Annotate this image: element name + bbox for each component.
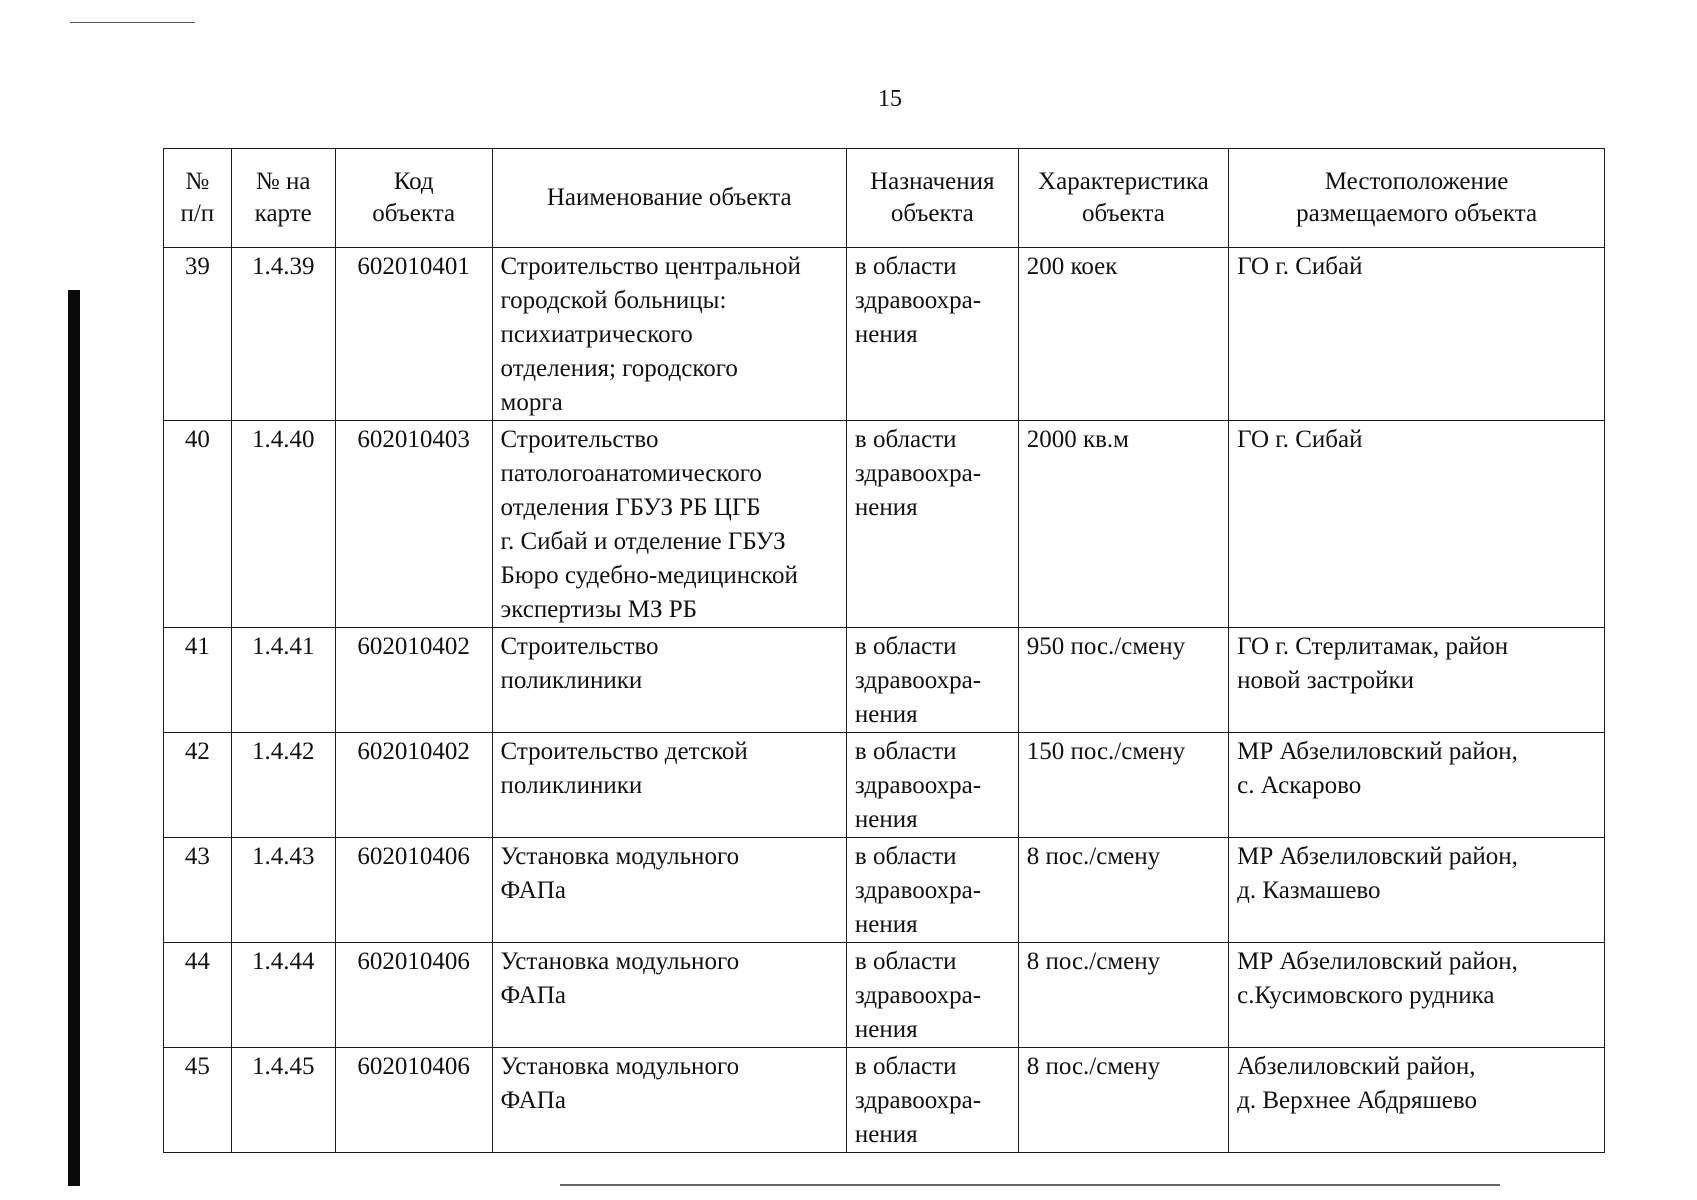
cell-object-name: Установка модульного ФАПа (492, 943, 846, 1048)
cell-object-purpose: в области здравоохра- нения (846, 628, 1018, 733)
cell-object-code: 602010403 (335, 421, 492, 628)
header-object-characteristic: Характеристика объекта (1018, 149, 1228, 248)
cell-object-characteristic: 200 коек (1018, 248, 1228, 421)
cell-object-code: 602010402 (335, 733, 492, 838)
cell-object-characteristic: 8 пос./смену (1018, 1048, 1228, 1153)
cell-object-name: Строительство центральной городской больницы: психиатрического отделения; городского морга (492, 248, 846, 421)
cell-num: 41 (164, 628, 232, 733)
cell-object-purpose: в области здравоохра- нения (846, 248, 1018, 421)
cell-num: 44 (164, 943, 232, 1048)
cell-num: 42 (164, 733, 232, 838)
cell-object-name: Установка модульного ФАПа (492, 838, 846, 943)
cell-map-number: 1.4.43 (231, 838, 335, 943)
cell-object-characteristic: 2000 кв.м (1018, 421, 1228, 628)
cell-object-location: ГО г. Стерлитамак, район новой застройки (1229, 628, 1605, 733)
table-body (164, 248, 1605, 1153)
cell-object-purpose: в области здравоохра- нения (846, 1048, 1018, 1153)
cell-num: 40 (164, 421, 232, 628)
cell-object-location: МР Абзелиловский район, с.Кусимовского рудника (1229, 943, 1605, 1048)
scan-artifact-bottom-line (560, 1184, 1500, 1186)
cell-object-characteristic: 8 пос./смену (1018, 838, 1228, 943)
cell-object-purpose: в области здравоохра- нения (846, 838, 1018, 943)
table-row (164, 248, 1605, 421)
scan-artifact-top-line (70, 22, 195, 23)
cell-num: 45 (164, 1048, 232, 1153)
cell-object-code: 602010402 (335, 628, 492, 733)
cell-map-number: 1.4.44 (231, 943, 335, 1048)
cell-map-number: 1.4.39 (231, 248, 335, 421)
cell-object-code: 602010406 (335, 943, 492, 1048)
cell-object-characteristic: 950 пос./смену (1018, 628, 1228, 733)
cell-object-code: 602010406 (335, 838, 492, 943)
cell-object-location: МР Абзелиловский район, д. Казмашево (1229, 838, 1605, 943)
page-number: 15 (878, 86, 902, 112)
cell-map-number: 1.4.40 (231, 421, 335, 628)
cell-object-purpose: в области здравоохра- нения (846, 421, 1018, 628)
cell-object-name: Строительство детской поликлиники (492, 733, 846, 838)
cell-object-code: 602010406 (335, 1048, 492, 1153)
table-row (164, 628, 1605, 733)
cell-object-purpose: в области здравоохра- нения (846, 733, 1018, 838)
table-row (164, 838, 1605, 943)
header-num: № п/п (164, 149, 232, 248)
cell-num: 43 (164, 838, 232, 943)
table-row (164, 1048, 1605, 1153)
cell-map-number: 1.4.45 (231, 1048, 335, 1153)
objects-table (163, 148, 1605, 1153)
cell-object-characteristic: 150 пос./смену (1018, 733, 1228, 838)
cell-object-purpose: в области здравоохра- нения (846, 943, 1018, 1048)
cell-map-number: 1.4.41 (231, 628, 335, 733)
cell-map-number: 1.4.42 (231, 733, 335, 838)
header-object-name: Наименование объекта (492, 149, 846, 248)
cell-object-name: Строительство поликлиники (492, 628, 846, 733)
table-header-row (164, 149, 1605, 248)
header-map-number: № на карте (231, 149, 335, 248)
scan-artifact-left-bar (68, 290, 80, 1186)
cell-object-name: Установка модульного ФАПа (492, 1048, 846, 1153)
cell-object-name: Строительство патологоанатомического отделения ГБУЗ РБ ЦГБ г. Сибай и отделение ГБУЗ Бюро судебно-медицинской экспертизы МЗ РБ (492, 421, 846, 628)
table-row (164, 733, 1605, 838)
header-object-purpose: Назначения объекта (846, 149, 1018, 248)
cell-object-location: Абзелиловский район, д. Верхнее Абдряшево (1229, 1048, 1605, 1153)
cell-object-location: ГО г. Сибай (1229, 248, 1605, 421)
cell-object-code: 602010401 (335, 248, 492, 421)
header-object-location: Местоположение размещаемого объекта (1229, 149, 1605, 248)
table-row (164, 943, 1605, 1048)
cell-num: 39 (164, 248, 232, 421)
table-row (164, 421, 1605, 628)
cell-object-location: ГО г. Сибай (1229, 421, 1605, 628)
cell-object-characteristic: 8 пос./смену (1018, 943, 1228, 1048)
cell-object-location: МР Абзелиловский район, с. Аскарово (1229, 733, 1605, 838)
header-object-code: Код объекта (335, 149, 492, 248)
